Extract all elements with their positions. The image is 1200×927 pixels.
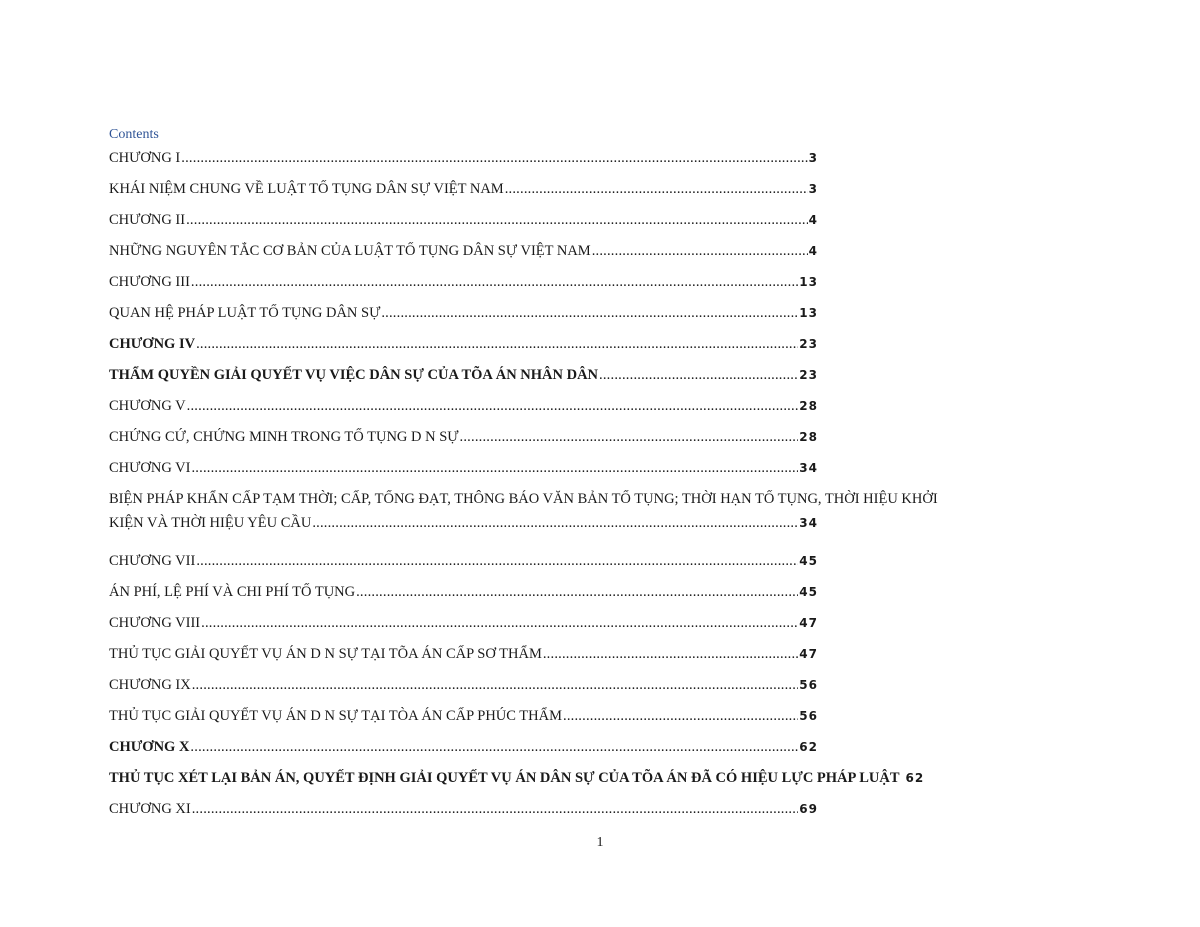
toc-entry-label: NHỮNG NGUYÊN TẮC CƠ BẢN CỦA LUẬT TỐ TỤNG DÂN SỰ VIỆT NAM — [109, 243, 591, 259]
toc-entry-label: THỦ TỤC XÉT LẠI BẢN ÁN, QUYẾT ĐỊNH GIẢI QUYẾT VỤ ÁN DÂN SỰ CỦA TÕA ÁN ĐÃ CÓ HIỆU LỰC PHÁP LUẬT — [109, 770, 900, 786]
toc-entry-label: QUAN HỆ PHÁP LUẬT TỐ TỤNG DÂN SỰ — [109, 305, 381, 321]
page-number: 1 — [596, 835, 604, 850]
toc-entry-page: 13 — [799, 306, 818, 320]
toc-entry-label: CHƯƠNG X — [109, 739, 190, 755]
toc-entry-label: CHƯƠNG VI — [109, 460, 191, 476]
toc-entry-page: 23 — [799, 337, 818, 351]
toc-entry-label: CHƯƠNG VII — [109, 553, 196, 569]
toc-entry-an-phi[interactable] — [109, 583, 818, 614]
toc-entry-page: 28 — [799, 430, 818, 444]
dot-leader — [192, 800, 799, 818]
dot-leader — [312, 514, 798, 532]
dot-leader — [563, 707, 798, 725]
toc-entry-label: CHƯƠNG II — [109, 212, 186, 228]
dot-leader — [196, 552, 798, 570]
dot-leader — [505, 180, 808, 198]
dot-leader — [460, 428, 799, 446]
dot-leader — [356, 583, 798, 601]
toc-entry-label: CHƯƠNG VIII — [109, 615, 201, 631]
toc-entry-chuong-11[interactable] — [109, 800, 818, 831]
toc-title: Contents — [109, 127, 159, 142]
dot-leader — [381, 304, 798, 322]
toc-entry-page: 47 — [799, 647, 818, 661]
toc-entry-chuong-5[interactable] — [109, 397, 818, 428]
toc-entry-label-line1: BIỆN PHÁP KHẨN CẤP TẠM THỜI; CẤP, TỐNG ĐẠT, THÔNG BÁO VĂN BẢN TỐ TỤNG; THỜI HẠN TỐ TỤNG, THỜI HIỆU KHỞI — [109, 491, 938, 507]
toc-entry-label: CHỨNG CỨ, CHỨNG MINH TRONG TỐ TỤNG D N SỰ — [109, 429, 459, 445]
toc-entry-label: THỦ TỤC GIẢI QUYẾT VỤ ÁN D N SỰ TẠI TÒA ÁN CẤP PHÚC THẨM — [109, 708, 562, 724]
toc-entry-page: 34 — [799, 461, 818, 475]
toc-entry-page: 45 — [799, 585, 818, 599]
toc-entry-label: CHƯƠNG XI — [109, 801, 191, 817]
toc-entry-label: THỦ TỤC GIẢI QUYẾT VỤ ÁN D N SỰ TẠI TÕA ÁN CẤP SƠ THẨM — [109, 646, 542, 662]
toc-entry-label: CHƯƠNG I — [109, 150, 181, 166]
toc-entry-page: 45 — [799, 554, 818, 568]
toc-entry-chuong-4[interactable] — [109, 335, 818, 366]
toc-entry-line2 — [109, 514, 818, 532]
toc-entry-label: CHƯƠNG IX — [109, 677, 191, 693]
dot-leader — [592, 242, 808, 260]
toc-entry-label: CHƯƠNG V — [109, 398, 186, 414]
dot-leader — [201, 614, 798, 632]
toc-entry-nguyen-tac[interactable] — [109, 242, 818, 273]
toc-entry-quan-he-phap-luat[interactable] — [109, 304, 818, 335]
toc-entry-chuong-8[interactable] — [109, 614, 818, 645]
toc-entry-page: 23 — [799, 368, 818, 382]
toc-entry-label: THẨM QUYỀN GIẢI QUYẾT VỤ VIỆC DÂN SỰ CỦA TÕA ÁN NHÂN DÂN — [109, 367, 599, 383]
toc-entry-chuong-10[interactable] — [109, 738, 818, 769]
dot-leader — [181, 149, 807, 167]
toc-entry-label: CHƯƠNG III — [109, 274, 190, 290]
toc-entry-page: 56 — [799, 678, 818, 692]
toc-entry-chuong-3[interactable] — [109, 273, 818, 304]
dot-leader — [191, 273, 798, 291]
toc-entry-chuong-6[interactable] — [109, 459, 818, 490]
toc-entry-chuong-7[interactable] — [109, 552, 818, 583]
dot-leader — [192, 676, 799, 694]
toc-entry-label-line2: KIỆN VÀ THỜI HIỆU YÊU CẦU — [109, 515, 312, 531]
toc-entry-tham-quyen[interactable] — [109, 366, 818, 397]
dot-leader — [196, 335, 798, 353]
dot-leader — [187, 397, 799, 415]
toc-entry-so-tham[interactable] — [109, 645, 818, 676]
dot-leader — [543, 645, 798, 663]
toc-entry-khai-niem-chung[interactable] — [109, 180, 818, 211]
toc-entry-page: 4 — [808, 244, 818, 258]
toc-entry-phuc-tham[interactable] — [109, 707, 818, 738]
toc-entry-page: 62 — [799, 740, 818, 754]
toc-entry-page: 62 — [905, 771, 925, 785]
toc-entry-page: 3 — [808, 182, 818, 196]
toc-entry-page: 13 — [799, 275, 818, 289]
toc-entry-chuong-1[interactable] — [109, 149, 818, 180]
toc-entry-label: ÁN PHÍ, LỆ PHÍ VÀ CHI PHÍ TỐ TỤNG — [109, 584, 356, 600]
toc-entry-bien-phap-khan-cap[interactable] — [109, 490, 1019, 552]
toc-entry-chuong-9[interactable] — [109, 676, 818, 707]
toc-entry-page: 69 — [799, 802, 818, 816]
table-of-contents — [109, 149, 1019, 831]
toc-entry-page: 56 — [799, 709, 818, 723]
toc-entry-page: 4 — [808, 213, 818, 227]
dot-leader — [191, 459, 798, 477]
toc-entry-page: 28 — [799, 399, 818, 413]
dot-leader — [190, 738, 798, 756]
toc-entry-page: 3 — [808, 151, 818, 165]
toc-entry-chuong-2[interactable] — [109, 211, 818, 242]
dot-leader — [599, 366, 798, 384]
toc-entry-page: 34 — [799, 516, 818, 530]
toc-entry-label: CHƯƠNG IV — [109, 336, 196, 352]
toc-entry-xet-lai-ban-an[interactable] — [109, 769, 1019, 800]
toc-entry-chung-cu[interactable] — [109, 428, 818, 459]
toc-entry-page: 47 — [799, 616, 818, 630]
dot-leader — [186, 211, 808, 229]
toc-entry-label: KHÁI NIỆM CHUNG VỀ LUẬT TỐ TỤNG DÂN SỰ VIỆT NAM — [109, 181, 504, 197]
